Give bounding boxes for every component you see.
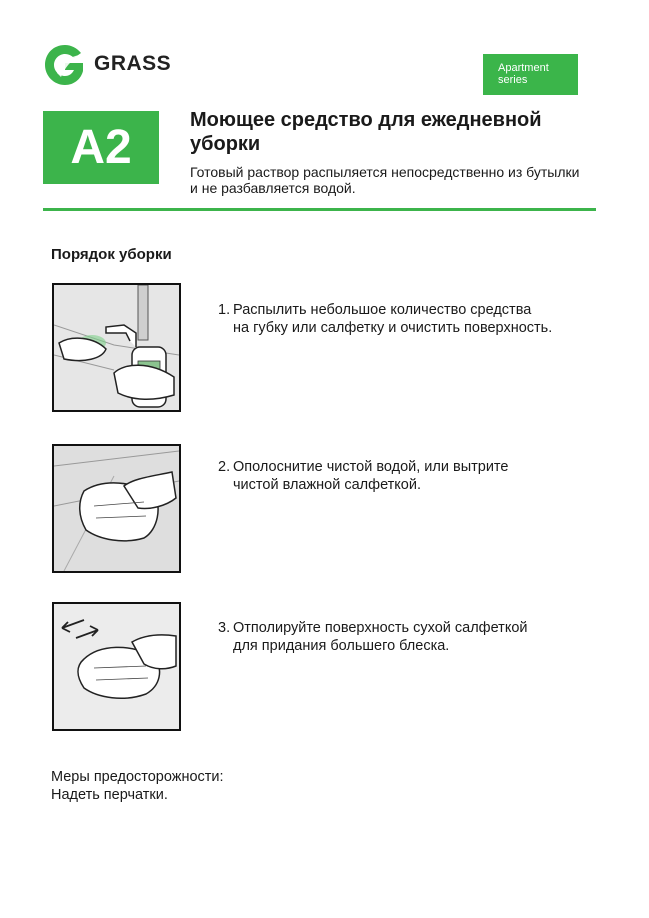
product-code: A2	[43, 111, 159, 184]
product-title-line1: Моющее средство для ежедневной	[190, 109, 542, 131]
step-1-line1: Распылить небольшое количество средства	[233, 302, 532, 318]
brand-name: GRASS	[94, 52, 172, 75]
grass-logo-icon	[43, 43, 87, 87]
step-2-image	[52, 444, 181, 573]
step-3-number: 3.	[218, 620, 231, 636]
product-subtitle	[190, 164, 610, 196]
series-badge-line1: Apartment	[498, 62, 549, 74]
wipe-surface-icon	[54, 446, 179, 571]
product-title	[190, 108, 610, 156]
step-3-image	[52, 602, 181, 731]
step-3-line1: Отполируйте поверхность сухой салфеткой	[233, 620, 528, 636]
precautions-label: Меры предосторожности:	[51, 769, 224, 785]
product-title-line2: уборки	[190, 133, 261, 155]
product-subtitle-line2: и не разбавляется водой.	[190, 180, 356, 196]
spray-bottle-cloth-icon	[54, 285, 179, 410]
procedure-heading: Порядок уборки	[51, 246, 172, 263]
precautions-text: Надеть перчатки.	[51, 787, 168, 803]
polish-surface-icon	[54, 604, 179, 729]
step-2-line1: Ополоснитие чистой водой, или вытрите	[233, 459, 509, 475]
step-1-image	[52, 283, 181, 412]
step-1-number: 1.	[218, 302, 231, 318]
step-1-line2: на губку или салфетку и очистить поверхность.	[233, 320, 553, 336]
series-badge	[483, 54, 578, 95]
series-badge-line2: series	[498, 74, 528, 86]
step-1-text	[218, 301, 598, 337]
step-2-number: 2.	[218, 459, 231, 475]
step-2-text	[218, 458, 598, 494]
product-subtitle-line1: Готовый раствор распыляется непосредственно из бутылки	[190, 164, 580, 180]
step-2-line2: чистой влажной салфеткой.	[233, 477, 421, 493]
step-3-line2: для придания большего блеска.	[233, 638, 450, 654]
header-divider	[43, 208, 596, 211]
precautions	[51, 768, 224, 804]
step-3-text	[218, 619, 598, 655]
